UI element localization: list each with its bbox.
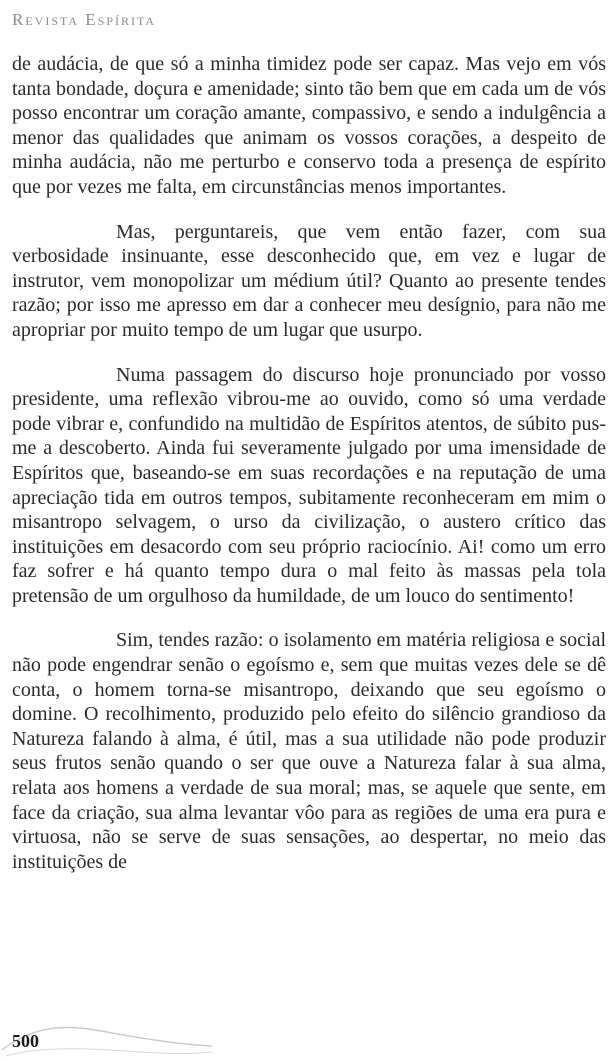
body-text: [12, 52, 606, 874]
paragraph-3: Numa passagem do discurso hoje pronunciado por vosso presidente, uma reflexão vibrou-me ao ouvido, como só uma verdade pode vibrar e, confundido na multidão de Espíritos atentos, de súbito pus-me a descoberto. Ainda fui severamente julgado por uma imensidade de Espíritos que, baseando-se em suas recordações e na reputação de uma apreciação tida em outros tempos, subitamente reconheceram em mim o misantropo selvagem, o urso da civilização, o austero crítico das instituições em desacordo com seu próprio raciocínio. Ai! como um erro faz sofrer e há quanto tempo dura o mal feito às massas pela tola pretensão de um orgulhoso da humildade, de um louco do sentimento!: [12, 363, 606, 607]
paragraph-2: Mas, perguntareis, que vem então fazer, com sua verbosidade insinuante, esse desconhecido que, em vez e lugar de instrutor, vem monopolizar um médium útil? Quanto ao presente tendes razão; por isso me apresso em dar a conhecer meu desígnio, para não me apropriar por muito tempo de um lugar que usurpo.: [12, 220, 606, 341]
paragraph-1: de audácia, de que só a minha timidez pode ser capaz. Mas vejo em vós tanta bondade, doçura e amenidade; sinto tão bem que em cada um de vós posso encontrar um coração amante, compassivo, e sendo a indulgência a menor das qualidades que animam os vossos corações, a despeito de minha audácia, não me perturbo e conservo toda a presença de espírito que por vezes me falta, em circunstâncias menos importantes.: [12, 53, 606, 198]
page-number: 500: [12, 1031, 39, 1051]
paragraph-4: Sim, tendes razão: o isolamento em matéria religiosa e social não pode engendrar senão o egoísmo e, sem que muitas vezes dele se dê conta, o homem torna-se misantropo, deixando que seu egoísmo o domine. O recolhimento, produzido pelo efeito do silêncio grandioso da Natureza falando à alma, é útil, mas a sua utilidade não pode produzir seus frutos senão quando o ser que ouve a Natureza falar à sua alma, relata aos homens a verdade de sua moral; mas, se aquele que sente, em face da criação, sua alma levantar vôo para as regiões de uma era pura e virtuosa, não se serve de suas sensações, ao despertar, no meio das instituições de: [12, 629, 606, 873]
running-head: Revista Espírita: [12, 10, 157, 29]
